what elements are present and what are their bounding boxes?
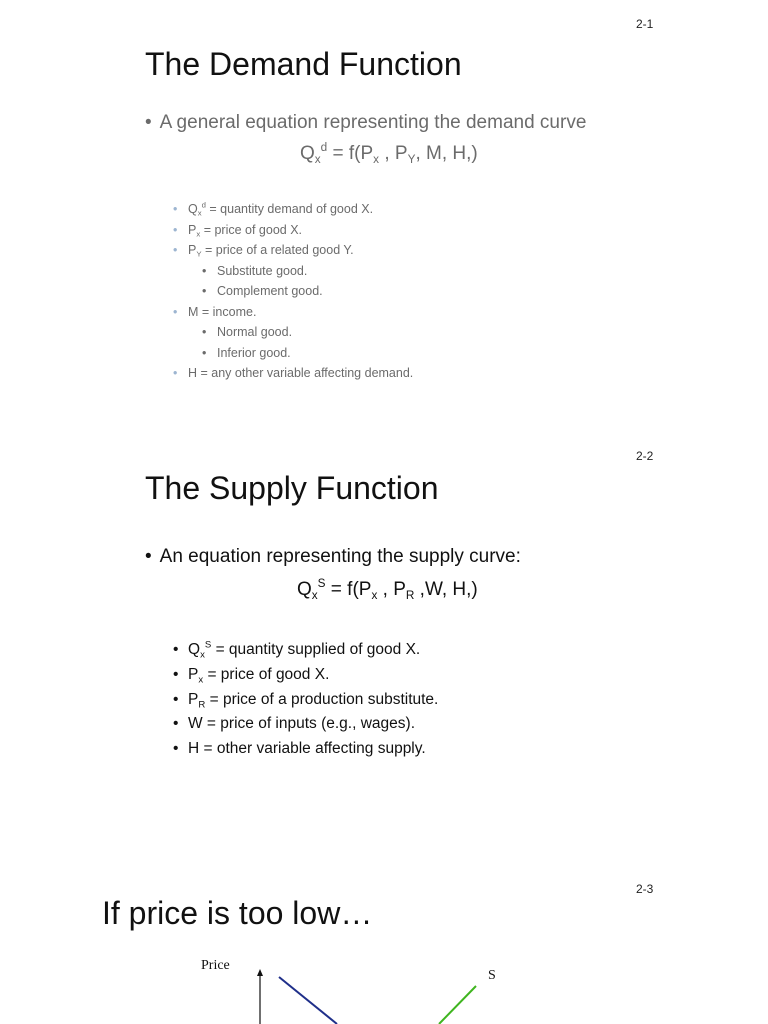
eq-symbol: Q [297, 579, 312, 600]
item-text: Normal good. [217, 325, 293, 339]
item-text: = price of good X. [200, 222, 303, 237]
demand-curve [279, 977, 337, 1024]
symbol: P [188, 665, 199, 683]
bullet-marker: • [202, 345, 207, 360]
supply-curve-label: S [488, 968, 496, 983]
slide-title: If price is too low… [102, 895, 373, 931]
supply-curve [439, 986, 476, 1024]
eq-subscript: x [314, 153, 321, 167]
subscript: x [198, 674, 204, 686]
eq-text: , M, H,) [415, 143, 478, 164]
y-axis-label: Price [201, 958, 230, 973]
bullet-marker: • [202, 284, 207, 298]
item-text: = price of good X. [203, 665, 330, 683]
symbol: P [188, 690, 199, 708]
bullet-marker: • [145, 112, 152, 133]
bullet-marker: • [173, 665, 179, 683]
eq-superscript: S [317, 576, 326, 590]
slide-title: The Demand Function [145, 46, 462, 82]
symbol: P [188, 222, 197, 237]
slide-number: 2-1 [636, 17, 654, 31]
eq-subscript: x [373, 153, 380, 167]
item-text: = price of a related good Y. [201, 243, 354, 257]
bullet-text: A general equation representing the demand curve [159, 112, 587, 133]
bullet-marker: • [145, 546, 152, 567]
item-text: = quantity demand of good X. [205, 202, 374, 216]
superscript: d [201, 200, 206, 210]
bullet-marker: • [173, 202, 178, 216]
symbol: Q [188, 641, 201, 658]
item-text: H = any other variable affecting demand. [188, 366, 414, 380]
item-text: M = income. [188, 304, 257, 319]
bullet-marker: • [173, 304, 178, 319]
item-text: Complement good. [217, 284, 323, 298]
eq-text: = f( [327, 143, 361, 164]
eq-subscript: x [371, 589, 378, 603]
bullet-marker: • [202, 263, 207, 278]
bullet-marker: • [173, 740, 179, 758]
slide-number: 2-3 [636, 882, 654, 896]
bullet-marker: • [173, 690, 179, 708]
eq-text: ,W, H,) [414, 579, 478, 600]
slide-title: The Supply Function [145, 470, 439, 506]
superscript: S [204, 639, 212, 651]
arrow-icon [257, 969, 263, 976]
eq-symbol: P [394, 143, 408, 164]
eq-symbol: P [358, 579, 372, 600]
eq-subscript: x [311, 589, 318, 603]
subscript: x [196, 229, 201, 239]
bullet-marker: • [202, 325, 207, 339]
item-text: Inferior good. [217, 345, 291, 360]
eq-text: , [377, 579, 394, 600]
bullet-marker: • [173, 715, 179, 733]
symbol: Q [188, 202, 198, 216]
bullet-marker: • [173, 641, 179, 658]
item-text: Substitute good. [217, 263, 308, 278]
item-text: H = other variable affecting supply. [188, 740, 426, 758]
eq-text: = f( [325, 579, 359, 600]
eq-symbol: P [360, 143, 374, 164]
eq-subscript: R [405, 589, 415, 603]
eq-symbol: P [393, 579, 406, 600]
eq-symbol: Q [300, 143, 315, 164]
item-text: = quantity supplied of good X. [211, 641, 421, 658]
subscript: R [198, 698, 206, 710]
item-text: W = price of inputs (e.g., wages). [188, 715, 415, 733]
bullet-marker: • [173, 222, 178, 237]
eq-superscript: d [320, 140, 328, 154]
slide-number: 2-2 [636, 449, 654, 463]
subscript: Y [196, 249, 202, 259]
eq-subscript: Y [407, 153, 416, 167]
subscript: x [200, 649, 205, 661]
eq-text: , [379, 143, 395, 164]
item-text: = price of a production substitute. [205, 690, 439, 708]
bullet-marker: • [173, 243, 178, 257]
bullet-text: An equation representing the supply curve: [159, 546, 521, 567]
bullet-marker: • [173, 366, 178, 380]
symbol: P [188, 243, 197, 257]
subscript: x [197, 208, 202, 218]
